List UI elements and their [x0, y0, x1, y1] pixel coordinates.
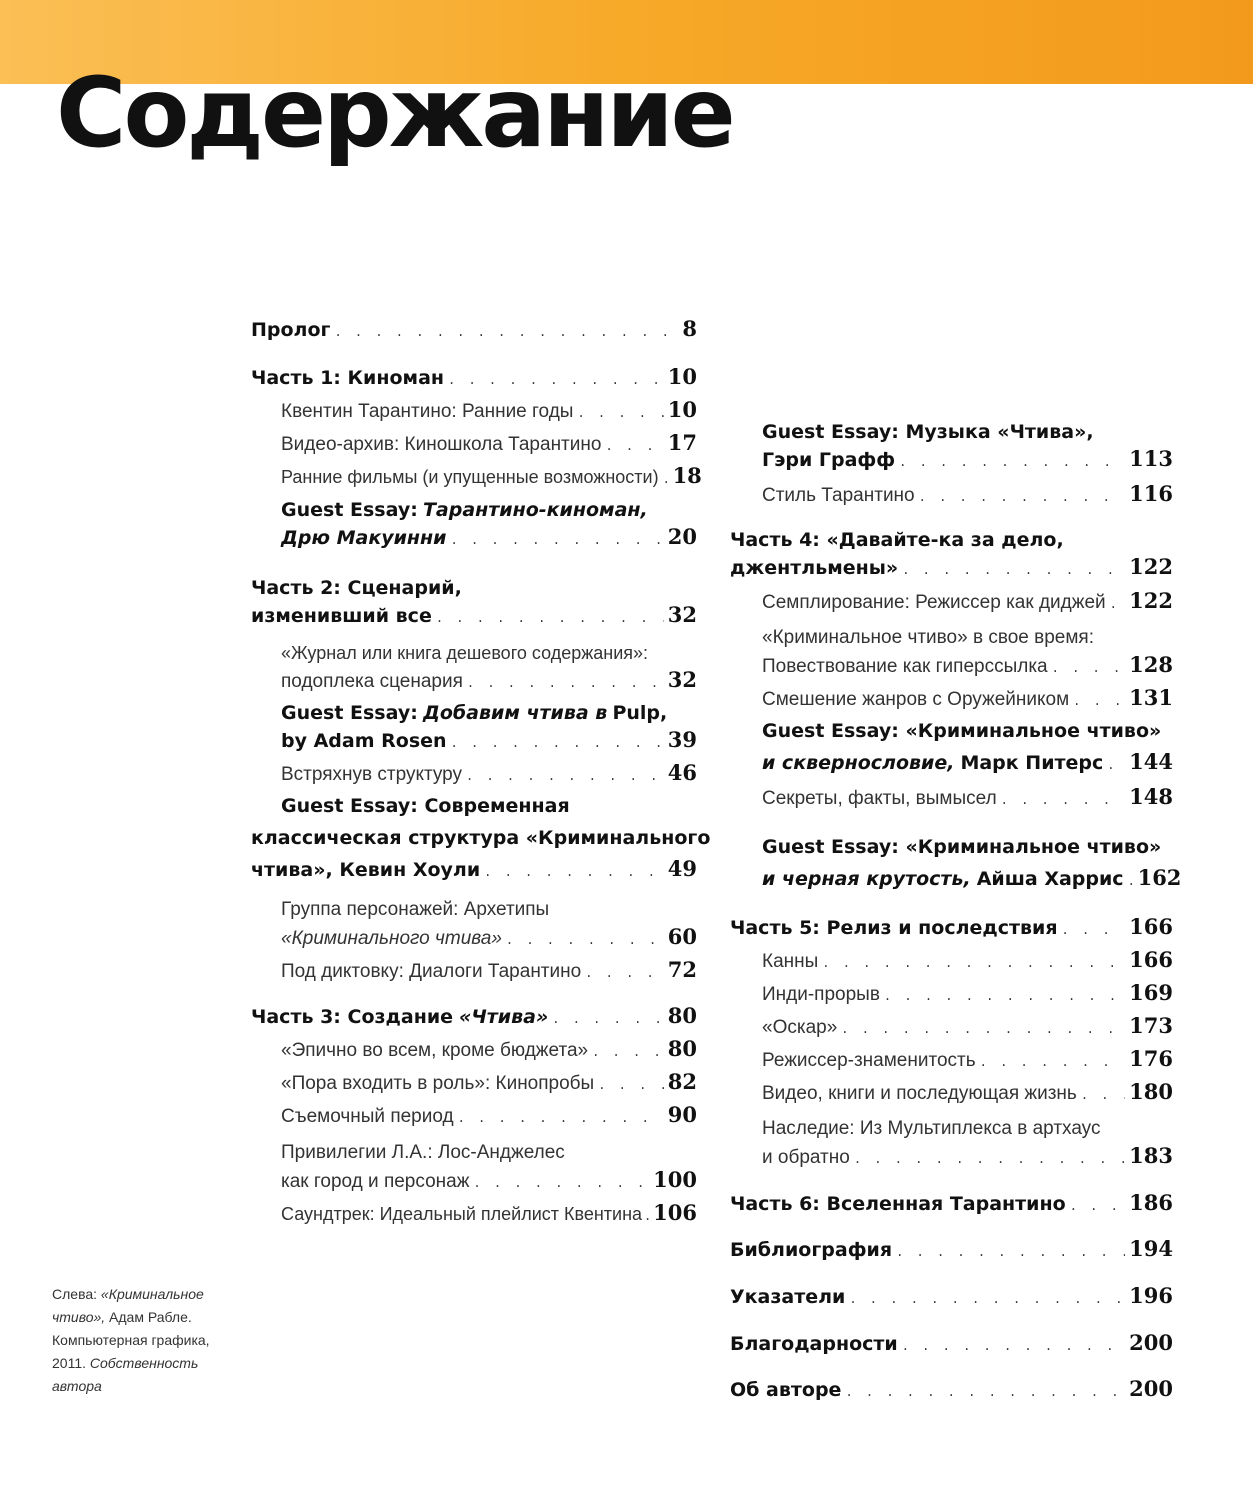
- toc-entry-acknowledgements[interactable]: Благодарности . . . 200: [730, 1330, 1173, 1358]
- page-title: Содержание: [56, 57, 733, 169]
- toc-entry-part1[interactable]: Часть 1: Киноман . . . 10: [251, 364, 697, 392]
- toc-entry-index[interactable]: Указатели . . . 196: [730, 1283, 1173, 1311]
- toc-entry-guest-essay-graff[interactable]: Guest Essay: Музыка «Чтива», Гэри Графф . . . 113: [762, 418, 1173, 474]
- toc-entry-characters[interactable]: Группа персонажей: Архетипы «Криминального чтива» . . . 60: [281, 896, 697, 952]
- toc-entry-video-archive[interactable]: Видео-архив: Киношкола Тарантино . . . 17: [281, 430, 697, 458]
- toc-entry-early-years[interactable]: Квентин Тарантино: Ранние годы . . . 10: [281, 397, 697, 425]
- toc-entry-oscar[interactable]: «Оскар» . . . 173: [762, 1013, 1173, 1041]
- toc-entry-guest-essay-rosen[interactable]: Guest Essay: Добавим чтива в Pulp, by Adam Rosen . . . 39: [281, 699, 697, 755]
- toc-entry-style[interactable]: Стиль Тарантино . . . 116: [762, 481, 1173, 509]
- toc-entry-early-films[interactable]: Ранние фильмы (и упущенные возможности) . . . 18: [281, 463, 697, 491]
- toc-entry-structure[interactable]: Встряхнув структуру . . . 46: [281, 760, 697, 788]
- toc-entry-afterlife[interactable]: Видео, книги и последующая жизнь . . . 180: [762, 1079, 1173, 1107]
- toc-entry-part4[interactable]: Часть 4: «Давайте-ка за дело, джентльмены» . . . 122: [730, 526, 1173, 582]
- toc-entry-celebrity[interactable]: Режиссер-знаменитость . . . 176: [762, 1046, 1173, 1074]
- toc-entry-sampling[interactable]: Семплирование: Режиссер как диджей . . . 122: [762, 588, 1173, 616]
- toc-entry-hyperlink[interactable]: «Криминальное чтиво» в свое время: Повествование как гиперссылка . . . 128: [762, 624, 1173, 680]
- toc-entry-guest-essay-hoyle[interactable]: Guest Essay: Современная классическая структура «Криминального чтива», Кевин Хоули . . . 49: [251, 792, 697, 884]
- toc-entry-genres[interactable]: Смешение жанров с Оружейником . . . 131: [762, 685, 1173, 713]
- toc-entry-part2[interactable]: Часть 2: Сценарий, изменивший все . . . 32: [251, 574, 697, 630]
- toc-entry-budget[interactable]: «Эпично во всем, кроме бюджета» . . . 80: [281, 1036, 697, 1064]
- toc-entry-about-author[interactable]: Об авторе . . . 200: [730, 1376, 1173, 1404]
- toc-entry-shooting[interactable]: Съемочный период . . . 90: [281, 1102, 697, 1130]
- toc-entry-indie[interactable]: Инди-прорыв . . . 169: [762, 980, 1173, 1008]
- toc-entry-pulp-magazine[interactable]: «Журнал или книга дешевого содержания»: подоплека сценария . . . 32: [281, 639, 697, 695]
- toc-entry-soundtrack[interactable]: Саундтрек: Идеальный плейлист Квентина . . . 106: [281, 1200, 697, 1228]
- toc-entry-part6[interactable]: Часть 6: Вселенная Тарантино . . . 186: [730, 1190, 1173, 1218]
- toc-entry-guest-essay-peters[interactable]: Guest Essay: «Криминальное чтиво» и сквернословие, Марк Питерс . . . 144: [762, 717, 1173, 777]
- toc-entry-guest-essay-mcweeny[interactable]: Guest Essay: Тарантино-киноман, Дрю Макуинни . . . 20: [281, 496, 697, 552]
- toc-entry-part3[interactable]: Часть 3: Создание «Чтива» . . . 80: [251, 1003, 697, 1031]
- toc-entry-legacy[interactable]: Наследие: Из Мультиплекса в артхаус и обратно . . . 183: [762, 1115, 1173, 1171]
- toc-entry-guest-essay-harris[interactable]: Guest Essay: «Криминальное чтиво» и черная крутость, Айша Харрис . . . 162: [762, 833, 1173, 893]
- toc-entry-secrets[interactable]: Секреты, факты, вымысел . . . 148: [762, 784, 1173, 812]
- toc-entry-part5[interactable]: Часть 5: Релиз и последствия . . . 166: [730, 914, 1173, 942]
- toc-entry-la-privileges[interactable]: Привилегии Л.А.: Лос-Анджелес как город и персонаж . . . 100: [281, 1139, 697, 1195]
- toc-entry-casting[interactable]: «Пора входить в роль»: Кинопробы . . . 82: [281, 1069, 697, 1097]
- toc-entry-cannes[interactable]: Канны . . . 166: [762, 947, 1173, 975]
- toc-entry-bibliography[interactable]: Библиография . . . 194: [730, 1236, 1173, 1264]
- toc-entry-prolog[interactable]: Пролог . . . 8: [251, 316, 697, 344]
- toc-entry-dialogues[interactable]: Под диктовку: Диалоги Тарантино . . . 72: [281, 957, 697, 985]
- image-caption: Слева: «Криминальное чтиво», Адам Рабле. Компьютерная графика, 2011. Собственность автора: [52, 1286, 210, 1394]
